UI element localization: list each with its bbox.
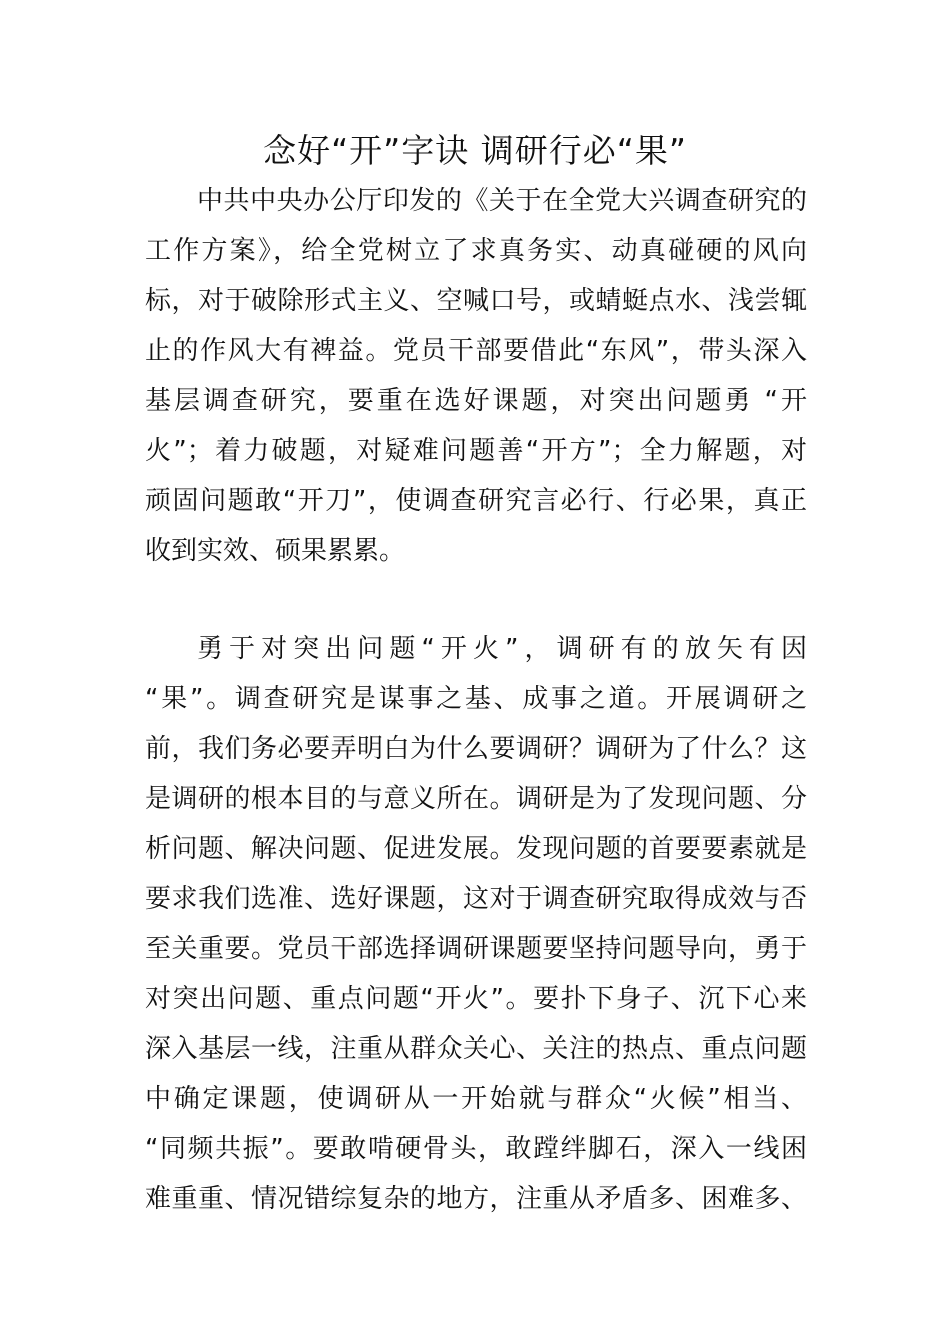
paragraph-line: 是调研的根本目的与意义所在。调研是为了发现问题、分	[145, 784, 807, 814]
paragraph-line: 对突出问题、重点问题“开火”。要扑下身子、沉下心来	[145, 984, 807, 1014]
paragraph-line: “同频共振”。要敢啃硬骨头，敢蹚绊脚石，深入一线困	[145, 1134, 807, 1164]
paragraph-line: 顽固问题敢“开刀”，使调查研究言必行、行必果，真正	[145, 486, 807, 516]
paragraph-section-one	[145, 624, 807, 1224]
paragraph-line: 勇于对突出问题“开火”，调研有的放矢有因	[197, 634, 807, 664]
paragraph-line: 中确定课题，使调研从一开始就与群众“火候”相当、	[145, 1084, 807, 1114]
document-title: 念好“开”字诀 调研行必“果”	[263, 131, 687, 170]
paragraph-line: 前，我们务必要弄明白为什么要调研？调研为了什么？这	[145, 734, 807, 764]
paragraph-line: 收到实效、硕果累累。	[145, 536, 406, 566]
paragraph-line: 标，对于破除形式主义、空喊口号，或蜻蜓点水、浅尝辄	[145, 286, 807, 316]
paragraph-line: 止的作风大有裨益。党员干部要借此“东风”，带头深入	[145, 336, 807, 366]
paragraph-line: 析问题、解决问题、促进发展。发现问题的首要要素就是	[145, 834, 807, 864]
paragraph-intro	[145, 176, 807, 576]
paragraph-line: 中共中央办公厅印发的《关于在全党大兴调查研究的	[197, 186, 807, 216]
paragraph-line: “果”。调查研究是谋事之基、成事之道。开展调研之	[145, 684, 807, 714]
paragraph-line: 至关重要。党员干部选择调研课题要坚持问题导向，勇于	[145, 934, 807, 964]
paragraph-line: 基层调查研究，要重在选好课题，对突出问题勇 “开	[145, 386, 807, 416]
paragraph-line: 火”；着力破题，对疑难问题善“开方”；全力解题，对	[145, 436, 807, 466]
paragraph-line: 深入基层一线，注重从群众关心、关注的热点、重点问题	[145, 1034, 807, 1064]
paragraph-line: 难重重、情况错综复杂的地方，注重从矛盾多、困难多、	[145, 1184, 807, 1214]
paragraph-line: 要求我们选准、选好课题，这对于调查研究取得成效与否	[145, 884, 807, 914]
paragraph-line: 工作方案》，给全党树立了求真务实、动真碰硬的风向	[145, 236, 807, 266]
